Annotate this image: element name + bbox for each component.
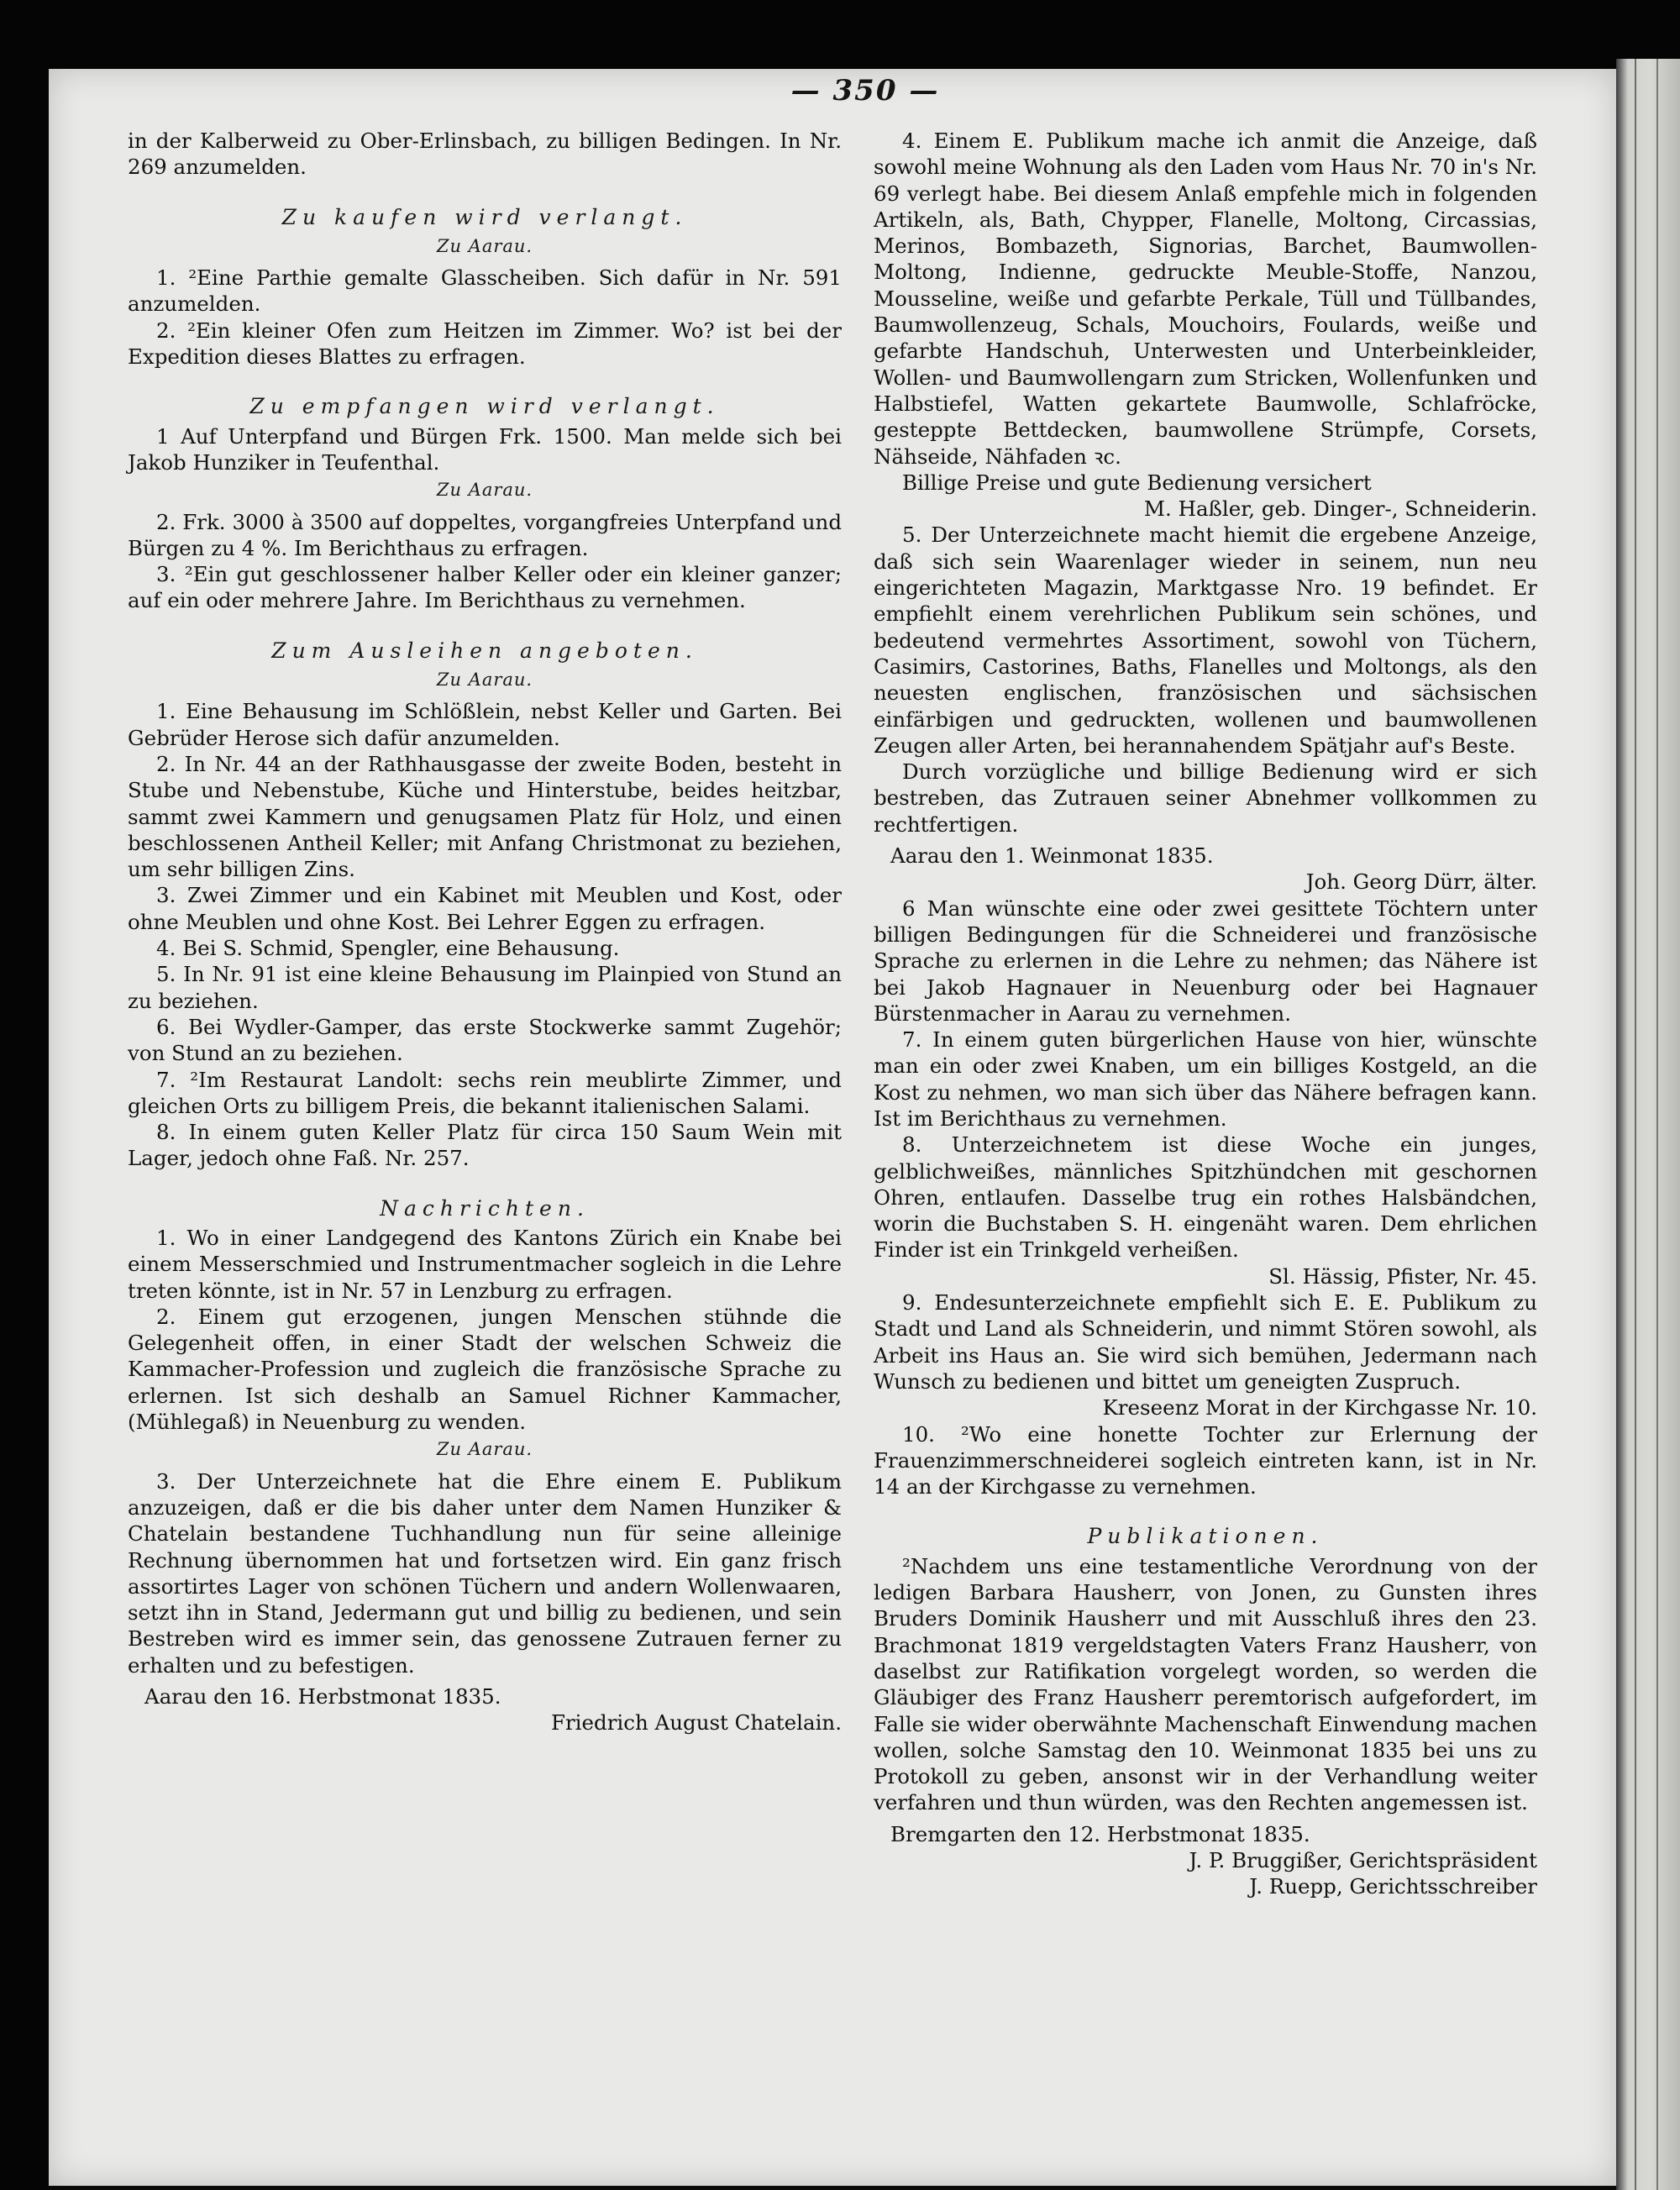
notice-item: 4. Bei S. Schmid, Spengler, eine Behausung.	[156, 936, 620, 961]
notice-item: 7. ²Im Restaurat Landolt: sechs rein meublirte Zimmer, und gleichen Orts zu billigem Preis, die bekannt italienischen Salami.	[128, 1067, 842, 1118]
notice-signature: Sl. Hässig, Pfister, Nr. 45.	[1268, 1263, 1537, 1289]
notice-item: 4. Einem E. Publikum mache ich anmit die Anzeige, daß sowohl meine Wohnung als den Laden vom Haus Nr. 70 in's Nr. 69 verlegt habe. Bei diesem Anlaß empfehle mich in folgenden Artikeln, als, Bath, Chypper, Flanelle, Moltong, Circassias, Merinos, Bombazeth, Signorias, Barchet, Baumwollen-Moltong, Indienne, gedruckte Meuble-Stoffe, Nanzou, Mousseline, weiße und gefarbte Perkale, Tüll und Tüllbandes, Baumwollenzeug, Schals, Mouchoirs, Foulards, weiße und gefarbte Handschuh, Unterwesten und Unterbeinkleider, Wollen- und Baumwollengarn zum Stricken, Wollenfunken und Halbstiefel, Watten gekartete Baumwolle, Schlafröcke, gesteppte Bettdecken, baumwollene Strümpfe, Corsets, Nähseide, Nähfaden ꝛc.	[874, 129, 1537, 469]
section-heading-zu-kaufen: Zu kaufen wird verlangt.	[281, 204, 688, 229]
notice-item: 7. In einem guten bürgerlichen Hause von hier, wünschte man ein oder zwei Knaben, um ein billiges Kostgeld, an die Kost zu nehmen, wo man sich über das Nähere befragen kann. Ist im Berichthaus zu vernehmen.	[874, 1027, 1537, 1131]
notice-signature: Kreseenz Morat in der Kirchgasse Nr. 10.	[1102, 1395, 1537, 1421]
notice-item: 8. In einem guten Keller Platz für circa 150 Saum Wein mit Lager, jedoch ohne Faß. Nr. 257.	[128, 1120, 842, 1171]
notice-item: 9. Endesunterzeichnete empfiehlt sich E. E. Publikum zu Stadt und Land als Schneiderin, und nimmt Stören sowohl, als Arbeit ins Haus an. Sie wird sich bemühen, Jedermann nach Wunsch zu bedienen und bittet um geneigten Zuspruch.	[874, 1290, 1537, 1394]
section-heading-publikationen: Publikationen.	[1087, 1524, 1324, 1549]
notice-date: Aarau den 16. Herbstmonat 1835.	[144, 1684, 501, 1709]
notice-signature: Joh. Georg Dürr, älter.	[1305, 869, 1537, 895]
notice-signature: J. P. Bruggißer, Gerichtspräsident	[1189, 1848, 1537, 1872]
notice-item: 3. Der Unterzeichnete hat die Ehre einem E. Publikum anzuzeigen, daß er die bis daher unter dem Namen Hunziker & Chatelain bestandene Tuchhandlung nun für seine alleinige Rechnung übernommen hat und fortsetzen wird. Ein ganz frisch assortirtes Lager von schönen Tüchern und andern Wollenwaaren, setzt ihn in Stand, Jedermann gut und billig zu bedienen, und sein Bestreben wird es immer sein, das genossene Zutrauen ferner zu erhalten und zu befestigen.	[128, 1468, 842, 1678]
notice-item: Durch vorzügliche und billige Bedienung wird er sich bestreben, das Zutrauen seiner Abnehmer vollkommen zu rechtfertigen.	[874, 759, 1537, 837]
notice-date: Bremgarten den 12. Herbstmonat 1835.	[890, 1821, 1310, 1846]
notice-item: 1. Wo in einer Landgegend des Kantons Zürich ein Knabe bei einem Messerschmied und Instrumentmacher sogleich in die Lehre treten könnte, ist in Nr. 57 in Lenzburg zu erfragen.	[128, 1225, 842, 1303]
notice-item: 1 Auf Unterpfand und Bürgen Frk. 1500. Man melde sich bei Jakob Hunziker in Teufenthal.	[128, 423, 842, 475]
page-number: — 350 —	[790, 74, 940, 108]
section-heading-zum-ausleihen: Zum Ausleihen angeboten.	[271, 638, 698, 663]
notice-item: 2. In Nr. 44 an der Rathhausgasse der zweite Boden, besteht in Stube und Nebenstube, Küche und Hinterstube, beides heitzbar, sammt zwei Kammern und genugsamen Platz für Holz, und einen beschlossenen Antheil Keller; mit Anfang Christmonat zu beziehen, um sehr billigen Zins.	[128, 751, 842, 882]
notice-signature: M. Haßler, geb. Dinger-, Schneiderin.	[1143, 496, 1537, 522]
notice-item: 6. Bei Wydler-Gamper, das erste Stockwerke sammt Zugehör; von Stund an zu beziehen.	[128, 1014, 842, 1066]
notice-signature: J. Ruepp, Gerichtsschreiber	[1249, 1874, 1537, 1899]
notice-date: Aarau den 1. Weinmonat 1835.	[890, 843, 1214, 869]
adjacent-page-edge	[1616, 59, 1680, 2190]
continued-text: in der Kalberweid zu Ober-Erlinsbach, zu billigen Bedingen. In Nr. 269 anzumelden.	[128, 129, 842, 180]
notice-item: 2. Einem gut erzogenen, jungen Menschen stühnde die Gelegenheit offen, in einer Stadt der welschen Schweiz die Kammacher-Profession und zugleich die französische Sprache zu erlernen. Ist sich deshalb an Samuel Richner Kammacher, (Mühlegaß) in Neuenburg zu wenden.	[128, 1304, 842, 1435]
notice-item: 5. In Nr. 91 ist eine kleine Behausung im Plainpied von Stund an zu beziehen.	[128, 962, 842, 1013]
section-heading-nachrichten: Nachrichten.	[380, 1195, 590, 1221]
notice-item: 3. ²Ein gut geschlossener halber Keller oder ein kleiner ganzer; auf ein oder mehrere Jahre. Im Berichthaus zu vernehmen.	[128, 562, 842, 613]
notice-item: 5. Der Unterzeichnete macht hiemit die ergebene Anzeige, daß sich sein Waarenlager wieder in seinem, nun neu eingerichteten Magazin, Marktgasse Nro. 19 befindet. Er empfiehlt einem verehrlichen Publikum sein schönes, und bedeutend vermehrtes Assortiment, sowohl von Tüchern, Casimirs, Castorines, Baths, Flanelles und Moltongs, als den neuesten englischen, französischen und sächsischen einfärbigen und gedruckten, wollenen und baumwollenen Zeugen aller Arten, bei herannahendem Spätjahr auf's Beste.	[874, 523, 1537, 758]
notice-item: Billige Preise und gute Bedienung versichert	[902, 470, 1372, 495]
subheading-zu-aarau: Zu Aarau.	[436, 670, 533, 691]
subheading-zu-aarau: Zu Aarau.	[436, 1439, 533, 1460]
notice-item: 8. Unterzeichnetem ist diese Woche ein junges, gelblichweißes, männliches Spitzhündchen mit geschornen Ohren, entlaufen. Dasselbe trug ein rothes Halsbändchen, worin die Buchstaben S. H. eingenäht waren. Dem ehrlichen Finder ist ein Trinkgeld verheißen.	[874, 1132, 1537, 1263]
notice-item: 6 Man wünschte eine oder zwei gesittete Töchtern unter billigen Bedingungen für die Schneiderei und französische Sprache zu erlernen in die Lehre zu nehmen; das Nähere ist bei Jakob Hagnauer in Neuenburg oder bei Hagnauer Bürstenmacher in Aarau zu vernehmen.	[874, 895, 1537, 1026]
right-column	[874, 128, 1537, 1900]
notice-item: 1. ²Eine Parthie gemalte Glasscheiben. Sich dafür in Nr. 591 anzumelden.	[128, 265, 842, 317]
notice-item: 10. ²Wo eine honette Tochter zur Erlernung der Frauenzimmerschneiderei sogleich eintreten kann, ist in Nr. 14 an der Kirchgasse zu vernehmen.	[874, 1421, 1537, 1499]
section-heading-zu-empfangen: Zu empfangen wird verlangt.	[249, 394, 720, 419]
notice-item: 1. Eine Behausung im Schlößlein, nebst Keller und Garten. Bei Gebrüder Herose sich dafür anzumelden.	[128, 699, 842, 750]
notice-item: 2. Frk. 3000 à 3500 auf doppeltes, vorgangfreies Unterpfand und Bürgen zu 4 %. Im Berichthaus zu erfragen.	[128, 509, 842, 560]
subheading-zu-aarau: Zu Aarau.	[436, 235, 533, 256]
notice-item: ²Nachdem uns eine testamentliche Verordnung von der ledigen Barbara Hausherr, von Jonen, zu Gunsten ihres Bruders Dominik Hausherr und mit Ausschluß ihres den 23. Brachmonat 1819 vergeldstagten Vaters Franz Hausherr, von daselbst zur Ratifikation vorgelegt worden, so werden die Gläubiger des Franz Hausherr peremtorisch aufgefordert, im Falle sie wider oberwähnte Machenschaft Einwendung machen wollen, solche Samstag den 10. Weinmonat 1835 bei uns zu Protokoll zu geben, ansonst wir in der Verhandlung weiter verfahren und thun würden, was den Rechten angemessen ist.	[874, 1553, 1537, 1815]
notice-item: 3. Zwei Zimmer und ein Kabinet mit Meublen und Kost, oder ohne Meublen und ohne Kost. Bei Lehrer Eggen zu erfragen.	[128, 883, 842, 934]
left-column	[128, 128, 842, 1736]
notice-item: 2. ²Ein kleiner Ofen zum Heitzen im Zimmer. Wo? ist bei der Expedition dieses Blattes zu erfragen.	[128, 318, 842, 370]
subheading-zu-aarau: Zu Aarau.	[436, 480, 533, 501]
notice-signature: Friedrich August Chatelain.	[550, 1710, 842, 1736]
